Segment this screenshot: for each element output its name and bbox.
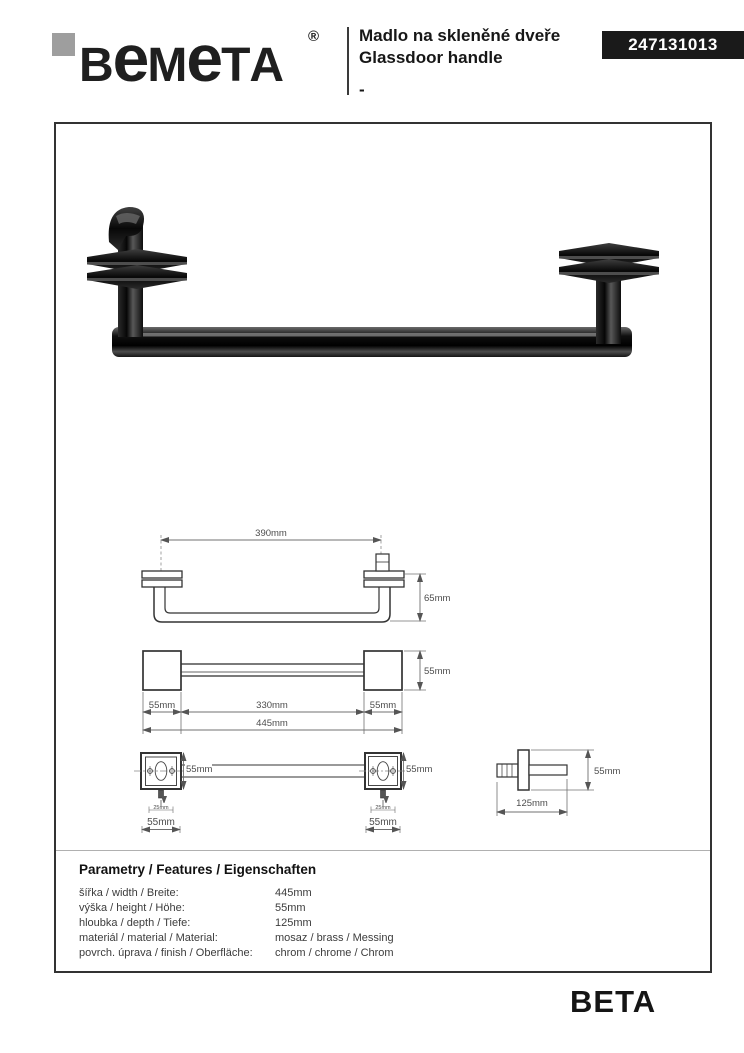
dim-end-55mm: 55mm <box>594 766 621 777</box>
parameter-label: výška / height / Höhe: <box>79 902 185 914</box>
dim-125mm: 125mm <box>516 798 548 809</box>
parameters-section <box>56 850 710 961</box>
parameter-label: hloubka / depth / Tiefe: <box>79 917 191 929</box>
parameter-row-material <box>56 931 710 946</box>
dim-top-right-55mm: 55mm <box>406 764 433 775</box>
header-divider <box>347 27 349 95</box>
product-subtitle-dash: - <box>359 80 365 99</box>
dim-seg-right-55mm: 55mm <box>369 700 397 711</box>
parameter-row-finish <box>56 946 710 961</box>
technical-drawings <box>56 124 710 850</box>
product-photo <box>87 207 659 357</box>
footer-brand: BETA <box>570 984 657 1019</box>
dim-width-left-55mm: 55mm <box>147 817 175 828</box>
dim-pin-left-25mm: 25mm <box>153 805 169 811</box>
drawing-front-view <box>143 651 450 734</box>
drawing-top-view <box>134 753 432 833</box>
drawing-end-view <box>497 750 620 816</box>
dim-seg-left-55mm: 55mm <box>148 700 176 711</box>
drawing-side-view <box>142 528 450 622</box>
parameter-label: povrch. úprava / finish / Oberfläche: <box>79 947 253 959</box>
dim-65mm: 65mm <box>424 593 451 604</box>
logo-square-icon <box>52 33 75 56</box>
parameter-label: šířka / width / Breite: <box>79 887 179 899</box>
dim-390mm: 390mm <box>255 528 287 539</box>
brand-logo: B e M e T A <box>79 21 284 95</box>
parameter-value: 445mm <box>275 887 312 899</box>
registered-trademark-icon: ® <box>308 28 320 45</box>
parameter-value: 55mm <box>275 902 306 914</box>
product-title-english: Glassdoor handle <box>359 48 503 67</box>
parameters-heading: Parametry / Features / Eigenschaften <box>79 862 317 877</box>
dim-front-55mm: 55mm <box>424 666 451 677</box>
product-title <box>359 25 560 69</box>
dim-top-left-55mm: 55mm <box>186 764 213 775</box>
parameter-value: chrom / chrome / Chrom <box>275 947 394 959</box>
parameter-row-height <box>56 901 710 916</box>
product-code-badge: 247131013 <box>602 31 744 59</box>
dim-445mm: 445mm <box>256 718 288 729</box>
parameter-label: materiál / material / Material: <box>79 932 218 944</box>
product-title-czech: Madlo na skleněné dveře <box>359 26 561 45</box>
dim-width-right-55mm: 55mm <box>369 817 397 828</box>
parameter-row-depth <box>56 916 710 931</box>
dim-330mm: 330mm <box>256 700 288 711</box>
parameter-value: mosaz / brass / Messing <box>275 932 394 944</box>
parameter-row-width <box>56 886 710 901</box>
datasheet-frame <box>54 122 712 973</box>
dim-pin-right-25mm: 25mm <box>375 805 391 811</box>
parameter-value: 125mm <box>275 917 312 929</box>
